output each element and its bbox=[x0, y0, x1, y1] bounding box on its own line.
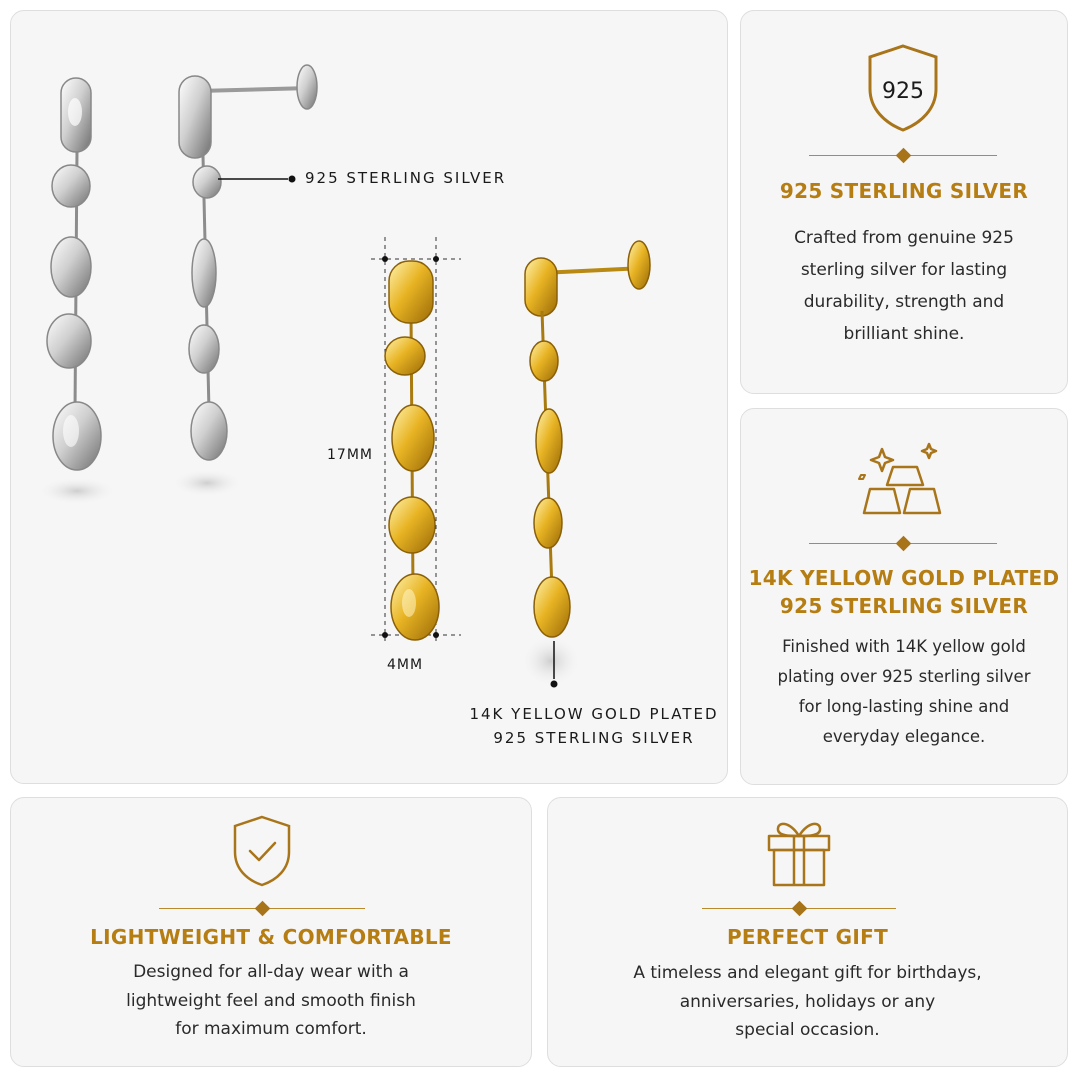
title-line2: 925 STERLING SILVER bbox=[779, 594, 1029, 618]
desc-line: Finished with 14K yellow gold bbox=[782, 637, 1026, 656]
gold-label-line2: 925 STERLING SILVER bbox=[493, 729, 695, 747]
feature-description bbox=[11, 958, 531, 1044]
gold-bars-sparkle-icon bbox=[855, 439, 955, 521]
feature-card-lightweight bbox=[10, 797, 532, 1067]
divider bbox=[809, 149, 997, 163]
desc-line: brilliant shine. bbox=[843, 324, 965, 344]
feature-card-sterling bbox=[740, 10, 1068, 394]
feature-title bbox=[741, 564, 1067, 620]
divider bbox=[702, 902, 896, 916]
desc-line: special occasion. bbox=[735, 1020, 880, 1040]
shield-check-icon bbox=[230, 814, 294, 888]
silver-material-label: 925 STERLING SILVER bbox=[305, 169, 507, 187]
feature-title: 925 STERLING SILVER bbox=[779, 179, 1029, 203]
desc-line: for maximum comfort. bbox=[175, 1019, 367, 1039]
desc-line: plating over 925 sterling silver bbox=[777, 667, 1031, 686]
feature-description bbox=[741, 632, 1067, 752]
title-line1: 14K YELLOW GOLD PLATED bbox=[748, 566, 1060, 590]
feature-title: PERFECT GIFT bbox=[726, 925, 889, 949]
product-image-panel bbox=[10, 10, 728, 784]
product-illustration bbox=[11, 11, 729, 785]
gift-box-icon bbox=[764, 813, 834, 889]
feature-card-gold-plated bbox=[740, 408, 1068, 785]
feature-card-gift bbox=[547, 797, 1068, 1067]
desc-line: durability, strength and bbox=[803, 292, 1005, 312]
badge-925-text: 925 bbox=[882, 79, 924, 104]
shield-925-icon bbox=[864, 43, 942, 133]
silver-earring-side bbox=[171, 65, 317, 497]
width-dimension: 4MM bbox=[387, 657, 424, 673]
gold-earring-side bbox=[521, 241, 650, 687]
silver-earring-front bbox=[37, 78, 117, 505]
feature-description bbox=[548, 959, 1067, 1045]
desc-line: Crafted from genuine 925 bbox=[794, 228, 1014, 248]
divider bbox=[809, 537, 997, 551]
gold-label-line1: 14K YELLOW GOLD PLATED bbox=[469, 705, 719, 723]
gold-material-label bbox=[431, 702, 757, 750]
desc-line: sterling silver for lasting bbox=[800, 260, 1008, 280]
desc-line: Designed for all-day wear with a bbox=[133, 962, 409, 982]
divider bbox=[159, 902, 365, 916]
desc-line: everyday elegance. bbox=[822, 727, 986, 746]
height-dimension: 17MM bbox=[327, 447, 373, 463]
gold-earring-front bbox=[385, 261, 439, 640]
feature-title: LIGHTWEIGHT & COMFORTABLE bbox=[90, 925, 452, 949]
desc-line: A timeless and elegant gift for birthdays, bbox=[633, 963, 982, 983]
feature-description bbox=[741, 222, 1067, 350]
desc-line: lightweight feel and smooth finish bbox=[126, 990, 416, 1011]
desc-line: anniversaries, holidays or any bbox=[679, 991, 936, 1012]
desc-line: for long-lasting shine and bbox=[798, 697, 1010, 716]
